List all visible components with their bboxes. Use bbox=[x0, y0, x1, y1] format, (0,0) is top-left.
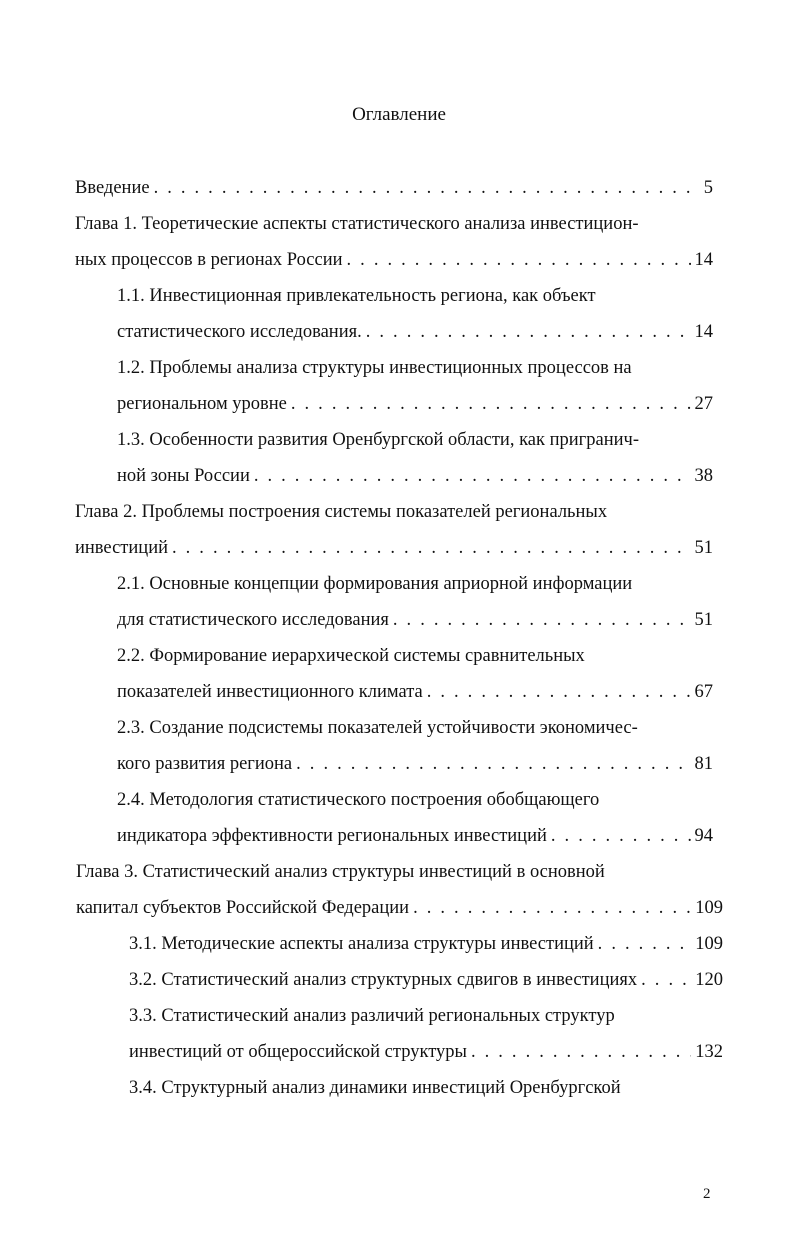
toc-entry-section-3-1 bbox=[129, 932, 723, 956]
toc-leader-dots bbox=[154, 176, 700, 200]
toc-entry-title-line: 3.4. Структурный анализ динамики инвестиций Оренбургской bbox=[129, 1078, 621, 1098]
toc-page-number: 109 bbox=[695, 934, 723, 954]
toc-entry-title-line: Глава 2. Проблемы построения системы показателей региональных bbox=[75, 502, 608, 522]
toc-entry-intro bbox=[75, 176, 713, 200]
toc-leader-dots bbox=[347, 248, 691, 272]
toc-entry-title: Введение bbox=[75, 178, 150, 198]
toc-entry-title-line: 1.3. Особенности развития Оренбургской области, как пригранич- bbox=[117, 430, 639, 450]
toc-page-number: 67 bbox=[694, 682, 713, 702]
toc-entry-title: статистического исследования. bbox=[117, 322, 362, 342]
toc-entry-title: инвестиций от общероссийской структуры bbox=[129, 1042, 467, 1062]
toc-page-number: 14 bbox=[694, 250, 713, 270]
toc-leader-dots bbox=[427, 680, 691, 704]
toc-entry-title: кого развития региона bbox=[117, 754, 293, 774]
toc-entry-section-3-3 bbox=[129, 1004, 723, 1064]
toc-page-number: 27 bbox=[694, 394, 713, 414]
page-title: Оглавление bbox=[352, 104, 446, 125]
toc-entry-section-3-4 bbox=[129, 1076, 723, 1100]
toc-leader-dots bbox=[598, 932, 692, 956]
toc-entry-title-line: 2.1. Основные концепции формирования априорной информации bbox=[117, 574, 633, 594]
toc-leader-dots bbox=[551, 824, 691, 848]
toc-entry-section-1-3 bbox=[117, 428, 713, 488]
toc-entry-section-2-2 bbox=[117, 644, 713, 704]
toc-entry-title-line: Глава 3. Статистический анализ структуры инвестиций в основной bbox=[76, 862, 605, 882]
toc-entry-chapter-3 bbox=[76, 860, 723, 920]
toc-page-number: 81 bbox=[694, 754, 713, 774]
toc-entry-chapter-1 bbox=[75, 212, 713, 272]
toc-entry-title: показателей инвестиционного климата bbox=[117, 682, 423, 702]
toc-entry-title-line: 2.3. Создание подсистемы показателей устойчивости экономичес- bbox=[117, 718, 638, 738]
toc-leader-dots bbox=[296, 752, 690, 776]
toc-page-number: 94 bbox=[694, 826, 713, 846]
toc-entry-title-line: 2.4. Методология статистического построения обобщающего bbox=[117, 790, 600, 810]
toc-entry-title: ной зоны России bbox=[117, 466, 250, 486]
toc-entry-section-3-2 bbox=[129, 968, 723, 992]
toc-entry-title-line: 1.1. Инвестиционная привлекательность региона, как объект bbox=[117, 286, 596, 306]
toc-page-number: 51 bbox=[694, 538, 713, 558]
toc-leader-dots bbox=[172, 536, 691, 560]
toc-entry-title-line: 1.2. Проблемы анализа структуры инвестиционных процессов на bbox=[117, 358, 632, 378]
toc-page-number: 5 bbox=[703, 178, 713, 198]
toc-entry-section-2-3 bbox=[117, 716, 713, 776]
toc-entry-section-1-1 bbox=[117, 284, 713, 344]
toc-page-number: 14 bbox=[694, 322, 713, 342]
toc-page-number: 120 bbox=[695, 970, 723, 990]
toc-leader-dots bbox=[471, 1040, 691, 1064]
toc-entry-title: капитал субъектов Российской Федерации bbox=[76, 898, 410, 918]
page-number: 2 bbox=[703, 1186, 711, 1202]
toc-entry-title-line: Глава 1. Теоретические аспекты статистического анализа инвестицион- bbox=[75, 214, 639, 234]
toc-entry-title: ных процессов в регионах России bbox=[75, 250, 343, 270]
toc-page-number: 132 bbox=[695, 1042, 723, 1062]
toc-entry-title: индикатора эффективности региональных инвестиций bbox=[117, 826, 547, 846]
toc-entry-title-line: 2.2. Формирование иерархической системы сравнительных bbox=[117, 646, 585, 666]
toc-leader-dots bbox=[641, 968, 691, 992]
toc-page-number: 38 bbox=[694, 466, 713, 486]
toc-leader-dots bbox=[254, 464, 691, 488]
toc-entry-section-1-2 bbox=[117, 356, 713, 416]
toc-entry-title: 3.2. Статистический анализ структурных сдвигов в инвестициях bbox=[129, 970, 638, 990]
toc-leader-dots bbox=[413, 896, 691, 920]
toc-page-number: 109 bbox=[695, 898, 723, 918]
toc-entry-section-2-4 bbox=[117, 788, 713, 848]
toc-entry-title: 3.1. Методические аспекты анализа структуры инвестиций bbox=[129, 934, 594, 954]
toc-entry-title-line: 3.3. Статистический анализ различий региональных структур bbox=[129, 1006, 615, 1026]
toc-leader-dots bbox=[366, 320, 691, 344]
toc-entry-chapter-2 bbox=[75, 500, 713, 560]
toc-entry-title: региональном уровне bbox=[117, 394, 287, 414]
toc-entry-title: инвестиций bbox=[75, 538, 168, 558]
toc-entry-title: для статистического исследования bbox=[117, 610, 389, 630]
toc-page-number: 51 bbox=[694, 610, 713, 630]
toc-leader-dots bbox=[291, 392, 691, 416]
toc-entry-section-2-1 bbox=[117, 572, 713, 632]
toc-leader-dots bbox=[393, 608, 691, 632]
